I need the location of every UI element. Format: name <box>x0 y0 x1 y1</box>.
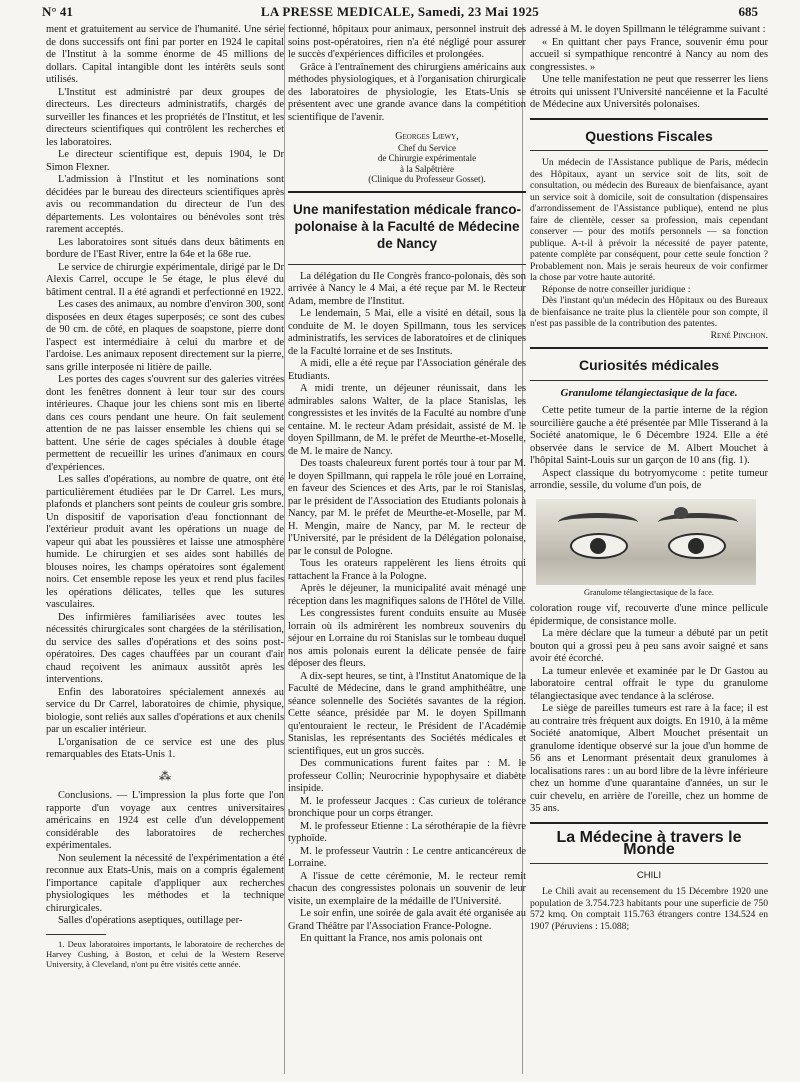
column-3 <box>530 24 768 932</box>
iris <box>590 538 606 554</box>
section-rule <box>530 150 768 151</box>
paragraph: Les congressistes furent conduits ensuite au Musée lorrain où ils admirèrent les nombreux souvenirs du séjour en Lorraine du roi Stanislas sur le tombeau duquel nos amis polonais eurent la délicate pensée de faire déposer des fleurs. <box>288 608 526 669</box>
paragraph: Le lendemain, 5 Mai, elle a visité en détail, sous la conduite de M. le doyen Spillmann, tous les services administratifs, les services de laboratoires et de cliniques de la Faculté lorraine et de ses Instituts. <box>288 308 526 357</box>
paragraph: Salles d'opérations aseptiques, outillage per- <box>58 915 243 926</box>
author-title: Chef du Service <box>398 142 456 153</box>
eyebrow-left <box>558 513 638 532</box>
section-rule <box>530 118 768 120</box>
paragraph: En quittant la France, nos amis polonais ont <box>300 933 483 944</box>
fiscal-signature: René Pinchon. <box>710 329 768 341</box>
footnote: 1. Deux laboratoires importants, le laboratoire de recherches de Harvey Cushing, à Boston, et celui de la Western Reserve University, à Cleveland, n'ont pu être visités cette année. <box>46 938 284 969</box>
conclusions-paragraph: Conclusions. — L'impression la plus forte que l'on rapporte d'un voyage aux centres universitaires américains en 1924 est celle d'un développement considérable des laboratoires de recherches expérimentales. <box>46 790 284 851</box>
paragraph: Des communications furent faites par : M. le professeur Collin; Neurocrinie hypophysaire et diabète insipide. <box>288 758 526 794</box>
paragraph: La mère déclare que la tumeur a débuté par un petit bouton qui a grossi peu à peu sans avoir saigné et sans avoir été écorché. <box>530 628 768 664</box>
paragraph: Après le déjeuner, la municipalité avait ménagé une réception dans les magnifiques salons de l'Hôtel de Ville. <box>288 583 526 607</box>
section-heading-curiosities: Curiosités médicales <box>578 357 720 373</box>
paragraph: Le soir enfin, une soirée de gala avait été organisée au Grand Théâtre par l'Association France-Pologne. <box>288 908 526 932</box>
paragraph: Le Chili avait au recensement du 15 Décembre 1920 une population de 3.754.723 habitants pour une superficie de 750 572 kmq. On comptait 115.763 étrangers contre 134.524 en 1907 (Péruviens : 15.088; <box>530 886 768 932</box>
article-heading: Une manifestation médicale franco-polonaise à la Faculté de Médecine de Nancy <box>292 201 522 251</box>
paragraph: A midi, elle a été reçue par l'Association générale des Etudiants. <box>288 358 526 382</box>
section-rule <box>288 191 526 193</box>
author-title: de Chirurgie expérimentale <box>377 153 477 163</box>
paragraph: fectionné, hôpitaux pour animaux, personnel instruit des soins post-opératoires, rien n'a été négligé pour assurer le succès d'expériences difficiles et prolongées. <box>288 24 526 60</box>
issue-number: N° 41 <box>42 4 73 19</box>
paragraph: Une telle manifestation ne peut que resserrer les liens étroits qui unissent l'Université nancéienne et la Faculté de Médecine aux Universités polonaises. <box>530 74 768 110</box>
fiscal-answer: Dès l'instant qu'un médecin des Hôpitaux ou des Bureaux de bienfaisance ne traite plus la clientèle pour son compte, il n'est pas passible de la contribution des patentes. <box>530 295 768 329</box>
paragraph: Enfin des laboratoires spécialement annexés au service du Dr Carrel, laboratoires de chimie, physique, biologie, sont reliés aux salles d'opérations et aux chenils par un escalier intérieur. <box>46 686 284 735</box>
section-rule <box>530 380 768 381</box>
paragraph: A midi trente, un déjeuner réunissait, dans les admirables salons Walter, de la place Stanislas, les congressistes et les invités de la Faculté au nombre d'une centaine. M. le recteur Adam présidait, assisté de M. le doyen Spillmann, de M. le préfet de Meurthe-et-Moselle, de M. le maire de Nancy. <box>288 383 526 457</box>
paragraph: Non seulement la nécessité de l'expérimentation a été reconnue aux Etats-Unis, mais on a compris également l'importance capitale d'appliquer aux recherches physiologiques les méthodes et la technique chirurgicales. <box>46 852 284 914</box>
paragraph: Grâce à l'entraînement des chirurgiens américains aux méthodes physiologiques, et à l'organisation chirurgicale des laboratoires de physiologie, les Etats-Unis se présentent avec une grande avance dans la compétition scientifique de l'avenir. <box>288 61 526 123</box>
telegram-quote: « En quittant cher pays France, souvenir ému pour accueil si sympathique rencontré à Nancy au nom des congressistes. » <box>530 36 768 73</box>
eye-right <box>668 533 726 559</box>
page-number: 685 <box>738 4 758 19</box>
country-heading: CHILI <box>636 869 662 881</box>
figure-caption: Granulome télangiectasique de la face. <box>584 587 714 597</box>
paragraph: L'admission à l'Institut et les nominations sont décidées par le bureau des directeurs scientifiques après avis ou recommandation du directeur de l'un des départements. Les volontaires ou bénévoles sont très rarement acceptés. <box>46 174 284 235</box>
paragraph: Le siège de pareilles tumeurs est rare à la face; il est au contraire très fréquent aux doigts. En 1910, à la même Société anatomique, Albert Mouchet présentait un granulome identique observé sur la joue d'un homme de 56 ans et Lenormant présentait deux granulomes à localisations rares : un au bord libre de la lèvre inférieure chez un homme d'une quarantaine d'années, un sur le cuir chevelu, en arrière de l'oreille, chez un homme de 35 ans. <box>530 703 768 814</box>
section-rule <box>288 264 526 265</box>
paragraph: M. le professeur Etienne : La sérothérapie de la fièvre typhoïde. <box>288 820 526 844</box>
author-name: Georges Lœwy, <box>395 131 459 142</box>
figure-photo-eyes <box>536 499 756 585</box>
author-title: (Clinique du Professeur Gosset). <box>368 174 486 184</box>
paragraph: A dix-sept heures, se tint, à l'Institut Anatomique de la Faculté de Médecine, dans le grand amphithéâtre, une séance solennelle des Sociétés savantes de la région. Cette séance, présidée par M. le doyen Spillmann qu'entouraient le recteur, le Président de l'Académie Stanislas, les représentants des Sociétés médicales et scientifiques, eut un gros succès. <box>288 670 526 757</box>
column-divider <box>284 24 285 1074</box>
paragraph: L'organisation de ce service est une des plus remarquables des Etats-Unis 1. <box>46 736 284 760</box>
eyebrow-right <box>658 513 738 532</box>
section-heading-fiscal: Questions Fiscales <box>585 127 713 144</box>
paragraph: La délégation du IIe Congrès franco-polonais, dès son arrivée à Nancy le 4 Mai, a été reçue par M. le Recteur Adam, membre de l'Institut. <box>288 270 526 307</box>
paragraph: Des toasts chaleureux furent portés tour à tour par M. le doyen Spillmann, qui rappela le rôle joué en Lorraine, en faveur des Sciences et des Arts, par le roi Stanislas, par le président de l'Association des Etudiants polonais à Nancy, par M. le préfet de Meurthe-et-Moselle, par M. H. Mengin, maire de Nancy, par M. le recteur de l'Université, par le président de la Délégation polonaise, par le consul de Pologne. <box>288 458 526 557</box>
paragraph: M. le professeur Jacques : Cas curieux de tolérance bronchique pour un corps étranger. <box>288 795 526 819</box>
paragraph: Le service de chirurgie expérimentale, dirigé par le Dr Alexis Carrel, occupe le 5e étage, le plus élevé du bâtiment central. Il a été agrandi et perfectionné en 1922. <box>46 261 284 298</box>
paragraph: coloration rouge vif, recouverte d'une mince pellicule épidermique, de consistance molle. <box>530 603 768 627</box>
column-1 <box>46 24 284 969</box>
section-stars: ⁂ <box>159 768 171 783</box>
running-header <box>42 0 758 22</box>
article-subheading: Granulome télangiectasique de la face. <box>560 386 738 399</box>
section-rule <box>530 347 768 349</box>
paragraph: A l'issue de cette cérémonie, M. le recteur remit chacun des congressistes polonais un souvenir de leur visite, un exemplaire de la médaille de l'Université. <box>288 870 526 907</box>
section-rule <box>530 822 768 824</box>
paragraph: L'Institut est administré par deux groupes de directeurs. Les directeurs administratifs, chargés de surveiller les finances et les propriétés de l'Institut, et les directeurs scientifiques qui contrôlent les recherches et les laboratoires. <box>46 86 284 148</box>
paragraph: adressé à M. le doyen Spillmann le télégramme suivant : <box>530 24 766 35</box>
section-heading-world: La Médecine à travers le Monde <box>556 828 742 858</box>
fiscal-answer-heading: Réponse de notre conseiller juridique : <box>542 283 691 295</box>
paragraph: Cette petite tumeur de la partie interne de la région sourcilière gauche a été présentée par Mlle Tisserand à la Société anatomique, le 6 Décembre 1924. Elle a été observée dans le service de M. Albert Mouchet à l'hôpital Saint-Louis sur un garçon de 10 ans (fig. 1). <box>530 405 768 466</box>
paragraph: La tumeur enlevée et examinée par le Dr Gastou au laboratoire central offrait le type du granulome télangiectasique avec tendance à la sclérose. <box>530 665 768 702</box>
iris <box>688 538 704 554</box>
tumor-mark <box>674 507 688 519</box>
author-signature <box>328 132 526 185</box>
author-title: à la Salpêtrière <box>400 163 454 174</box>
paragraph: Aspect classique du botryomycome : petite tumeur arrondie, sessile, du volume d'un pois, de <box>530 467 768 491</box>
column-2 <box>288 24 526 946</box>
paragraph: Les cases des animaux, au nombre d'environ 300, sont disposées en deux étages superposés; ce sont des cubes de 90 cm. de côté, en plaques de soapstone, pierre dont l'aspect est intermédiaire à celui du marbre et de l'ardoise. Les animaux reposent directement sur la pierre, sans grille interposée ni litière de paille. <box>46 299 284 373</box>
footnote-rule <box>46 934 106 935</box>
paragraph: Les laboratoires sont situés dans deux bâtiments en bordure de l'East River, entre la 64e et la 68e rue. <box>46 236 284 260</box>
paragraph: Le directeur scientifique est, depuis 1904, le Dr Simon Flexner. <box>46 149 284 173</box>
paragraph: M. le professeur Vautrin : Le centre anticancéreux de Lorraine. <box>288 845 526 869</box>
fiscal-question: Un médecin de l'Assistance publique de Paris, médecin des Hôpitaux, ayant un service soit de lits, soit de consultation, ou médecin des Bureaux de bienfaisance, ayant un service soit à domicile, soit de consultation (dispensaires d'arrondissement de l'Assistance publique), entend ne plus faire de clientèle, cesser sa profession, mais cependant conserver — pour des motifs personnels — sa fonction publique. A-t-il à prévoir la nécessité de payer patente, patente complète par conséquent, pour cette seule fonction ? Probablement non. Mais je serais heureux de voir confirmer la chose par votre haute autorité. <box>530 157 768 283</box>
paragraph: Des infirmières familiarisées avec toutes les nécessités chirurgicales sont chargées de la stérilisation, du service des salles d'opérations et des soins post-opératoires. Des cages chauffées par un courant d'air chaud reçoivent les animaux aussitôt après les interventions. <box>46 611 284 685</box>
paragraph: Les salles d'opérations, au nombre de quatre, ont été particulièrement étudiées par le Dr Carrel. Les murs, plafonds et planchers sont peints de couleur gris sombre. Un dispositif de vaporisation d'eau fonctionnant de l'extérieur produit avant les opérations un nuage de vapeur qui abat les poussières et laisse une atmosphère humide. Le chirurgien et ses aides sont habillés de blouses noires, les champs opératoires sont également noirs. Cet ensemble repose les yeux et rend plus faciles les opérations délicates, telles que les sutures vasculaires. <box>46 474 284 610</box>
journal-title: LA PRESSE MEDICALE, Samedi, 23 Mai 1925 <box>260 4 540 19</box>
section-rule <box>530 863 768 864</box>
paragraph: ment et gratuitement au service de l'humanité. Une série de dons successifs ont fini par porter en 1924 le capital de l'Institut à la somme énorme de 45 millions de dollars. Capital intangible dont les intérêts seuls sont utilisés. <box>46 24 284 85</box>
eye-left <box>570 533 628 559</box>
paragraph: Les portes des cages s'ouvrent sur des galeries vitrées dont les fenêtres donnent à leur tour sur des cours intérieures. Chaque jour les chiens sont mis en liberté dans ces cours pendant une heure. On fait seulement attention de ne pas laisser ensemble les chiens qui se battent. Une série de cages spéciales à double étage permettent de recueillir les urines d'animaux en cours d'expériences. <box>46 374 284 473</box>
paragraph: Tous les orateurs rappelèrent les liens étroits qui rattachent la France à la Pologne. <box>288 558 526 582</box>
